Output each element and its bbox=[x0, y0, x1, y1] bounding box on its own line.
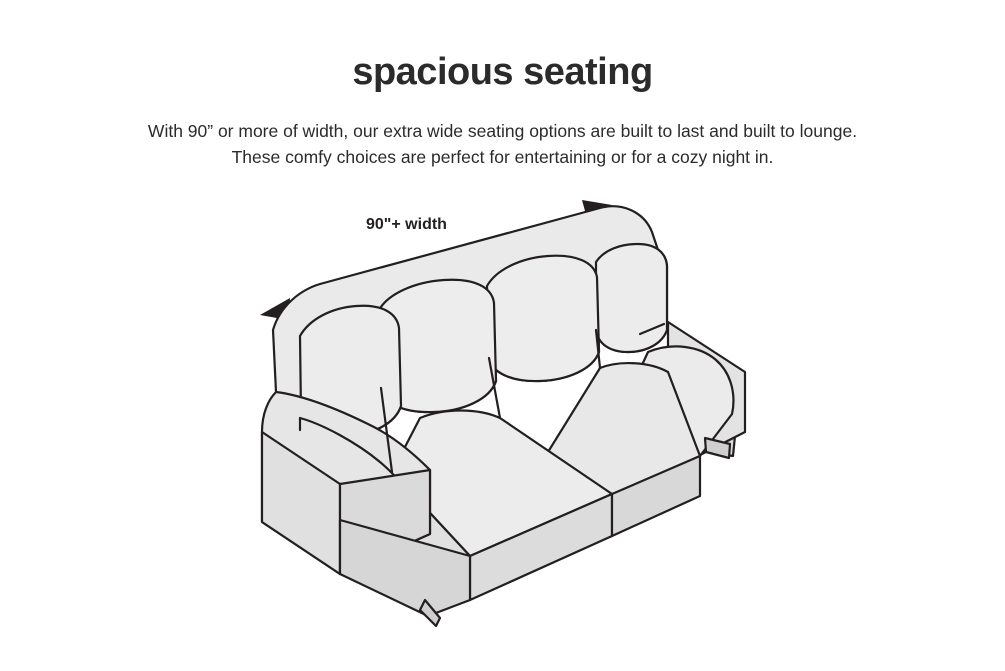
subcopy-line-1: With 90” or more of width, our extra wide seating options are built to last and built to lounge. bbox=[147, 121, 858, 141]
dimension-label: 90"+ width bbox=[366, 216, 447, 233]
sofa-line-drawing-icon bbox=[262, 206, 745, 626]
page-title: spacious seating bbox=[352, 51, 653, 93]
subcopy-line-2: These comfy choices are perfect for entertaining or for a cozy night in. bbox=[231, 147, 774, 168]
